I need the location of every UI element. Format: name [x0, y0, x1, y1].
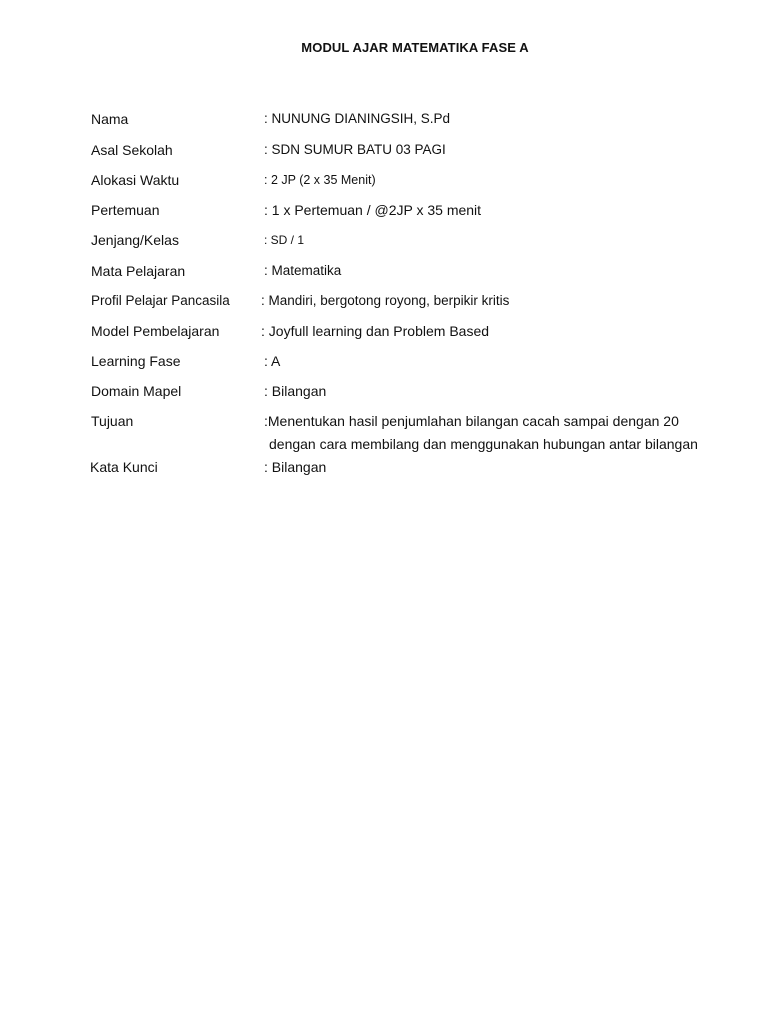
field-label: Alokasi Waktu	[91, 172, 180, 188]
field-value: : Mandiri, bergotong royong, berpikir kritis	[261, 293, 510, 308]
document-title: MODUL AJAR MATEMATIKA FASE A	[301, 40, 529, 55]
field-label: Tujuan	[91, 413, 134, 429]
field-label: Learning Fase	[91, 353, 181, 369]
field-label: Kata Kunci	[90, 459, 158, 475]
field-value: : SDN SUMUR BATU 03 PAGI	[264, 142, 446, 157]
field-label: Model Pembelajaran	[91, 323, 220, 339]
field-value: : NUNUNG DIANINGSIH, S.Pd	[264, 111, 451, 126]
field-value: :Menentukan hasil penjumlahan bilangan cacah sampai dengan 20	[264, 413, 679, 429]
field-label: Domain Mapel	[91, 383, 182, 399]
field-label: Profil Pelajar Pancasila	[91, 293, 230, 308]
field-value: : Matematika	[264, 263, 342, 278]
field-value-continuation: dengan cara membilang dan menggunakan hubungan antar bilangan	[269, 436, 698, 452]
field-value: : A	[264, 353, 281, 369]
field-value: : Bilangan	[264, 383, 327, 399]
field-label: Mata Pelajaran	[91, 263, 186, 279]
field-value: : 1 x Pertemuan / @2JP x 35 menit	[264, 202, 482, 218]
field-label: Asal Sekolah	[91, 142, 173, 158]
field-value: : 2 JP (2 x 35 Menit)	[264, 173, 376, 187]
field-label: Jenjang/Kelas	[91, 232, 179, 248]
field-value: : Bilangan	[264, 459, 327, 475]
field-label: Pertemuan	[91, 202, 160, 218]
field-value: : SD / 1	[264, 233, 305, 247]
field-value: : Joyfull learning dan Problem Based	[261, 323, 490, 339]
field-label: Nama	[91, 111, 129, 127]
